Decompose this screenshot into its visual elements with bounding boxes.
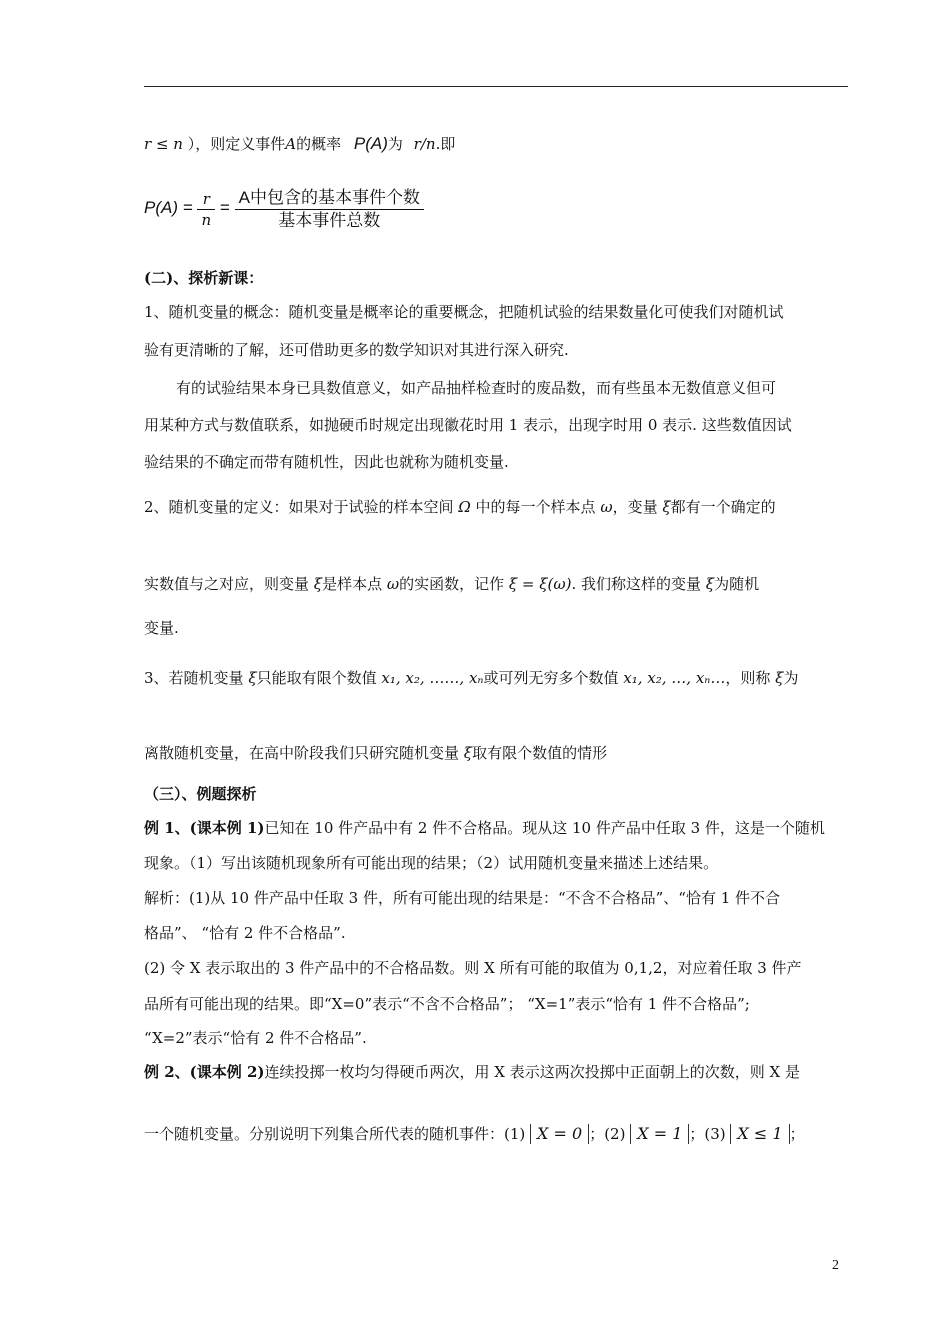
ratio-expr: r/n [413, 135, 436, 153]
text: 一个随机变量。分别说明下列集合所代表的随机事件：(1) [144, 1125, 526, 1143]
finite-values-expr: x₁, x₂, ……, xₙ [381, 669, 484, 687]
text: ；(3) [689, 1125, 726, 1143]
fraction-numerator: r [197, 189, 215, 210]
xi-symbol: ξ [313, 575, 323, 593]
text: 取有限个数值的情形 [472, 744, 608, 762]
text: 3、若随机变量 [144, 669, 244, 687]
paragraph-line: 用某种方式与数值联系，如抛硬币时规定出现徽花时用 1 表示，出现字时用 0 表示. 这些数值因试 [144, 416, 792, 434]
text: 只能取有限个数值 [256, 669, 377, 687]
paragraph-line: 品所有可能出现的结果。即“X=0”表示“不含不合格品”； “X=1”表示“恰有 1 件不合格品”; [144, 995, 750, 1013]
definition-line [144, 574, 848, 594]
condition-expr: r ≤ n [144, 135, 183, 153]
fraction-r-n [197, 189, 215, 230]
example-2-events-line [144, 1124, 848, 1144]
sample-space-symbol: Ω [458, 498, 471, 516]
xi-symbol: ξ [463, 744, 473, 762]
omega-symbol: ω [386, 575, 400, 593]
function-expr: ξ = ξ(ω) [508, 575, 572, 593]
example-label: 例 1、(课本例 1) [144, 819, 265, 837]
intro-text: ），则定义事件 [187, 135, 286, 153]
fraction-denominator: n [201, 210, 212, 229]
text: 或可列无穷多个数值 [483, 669, 619, 687]
discrete-line [144, 743, 848, 763]
countable-values-expr: x₁, x₂, …, xₙ… [623, 669, 726, 687]
paragraph-line: 变量. [144, 619, 179, 637]
paragraph-line: 格品”、 “恰有 2 件不合格品”. [144, 924, 346, 942]
formula-lhs: P(A) = [144, 198, 193, 217]
example-2-line [144, 1062, 848, 1082]
intro-text: 的概率 [296, 135, 342, 153]
omega-symbol: ω [600, 498, 613, 516]
text: 为 [783, 669, 799, 687]
intro-text: .即 [435, 135, 456, 153]
paragraph-line: 验有更清晰的了解，还可借助更多的数学知识对其进行深入研究. [144, 341, 569, 359]
set-expr: X = 1 [630, 1124, 689, 1144]
text: 的实函数，记作 [399, 575, 505, 593]
intro-text: 为 [387, 135, 403, 153]
fraction-denominator: 基本事件总数 [278, 210, 381, 230]
header-rule [144, 86, 848, 87]
probability-expr: P(A) [353, 134, 388, 153]
text: 为随机 [714, 575, 760, 593]
text: 已知在 10 件产品中有 2 件不合格品。现从这 10 件产品中任取 3 件，这是一个随机 [264, 819, 825, 837]
set-expr: X ≤ 1 [730, 1124, 789, 1144]
discrete-line [144, 668, 848, 688]
section-title-3: （三）、例题探析 [144, 785, 257, 803]
section-title-2: (二)、探析新课： [144, 269, 264, 287]
text: ；(2) [589, 1125, 626, 1143]
text: 都有一个确定的 [670, 498, 776, 516]
text: 是样本点 [322, 575, 383, 593]
text: 中的每一个样本点 [475, 498, 596, 516]
example-1-line [144, 818, 848, 838]
text: ，变量 [612, 498, 658, 516]
paragraph-line: “X=2”表示“恰有 2 件不合格品”. [144, 1029, 367, 1047]
xi-symbol: ξ [248, 669, 257, 687]
definition-line [144, 497, 848, 517]
equals-sign: = [219, 198, 230, 217]
text: 连续投掷一枚均匀得硬币两次，用 X 表示这两次投掷中正面朝上的次数，则 X 是 [264, 1063, 800, 1081]
text: ； [789, 1125, 805, 1143]
paragraph-line: 现象。（1）写出该随机现象所有可能出现的结果；（2）试用随机变量来描述上述结果。 [144, 854, 719, 872]
paragraph-line: 1、随机变量的概念：随机变量是概率论的重要概念，把随机试验的结果数量化可使我们对随机试 [144, 303, 784, 321]
probability-formula [144, 184, 848, 232]
fraction-events [235, 187, 424, 232]
page-number: 2 [832, 1258, 839, 1273]
xi-symbol: ξ [705, 575, 715, 593]
text: 离散随机变量，在高中阶段我们只研究随机变量 [144, 744, 460, 762]
xi-symbol: ξ [662, 498, 671, 516]
set-expr: X = 0 [530, 1124, 589, 1144]
text: . 我们称这样的变量 [571, 575, 702, 593]
paragraph-line: (2) 令 X 表示取出的 3 件产品中的不合格品数。则 X 所有可能的取值为 0,1,2，对应着任取 3 件产 [144, 959, 802, 977]
paragraph-line: 有的试验结果本身已具数值意义，如产品抽样检查时的废品数，而有些虽本无数值意义但可 [176, 379, 777, 397]
text: 2、随机变量的定义：如果对于试验的样本空间 [144, 498, 454, 516]
text: 实数值与之对应，则变量 [144, 575, 310, 593]
fraction-numerator: A中包含的基本事件个数 [235, 187, 424, 210]
paragraph-line: 验结果的不确定而带有随机性，因此也就称为随机变量. [144, 453, 509, 471]
text: ，则称 [725, 669, 771, 687]
intro-line [144, 134, 848, 154]
event-a: A [285, 135, 297, 153]
paragraph-line: 解析：(1)从 10 件产品中任取 3 件，所有可能出现的结果是：“不含不合格品”、“恰有 1 件不合 [144, 889, 781, 907]
xi-symbol: ξ [775, 669, 784, 687]
example-label: 例 2、(课本例 2) [144, 1063, 265, 1081]
